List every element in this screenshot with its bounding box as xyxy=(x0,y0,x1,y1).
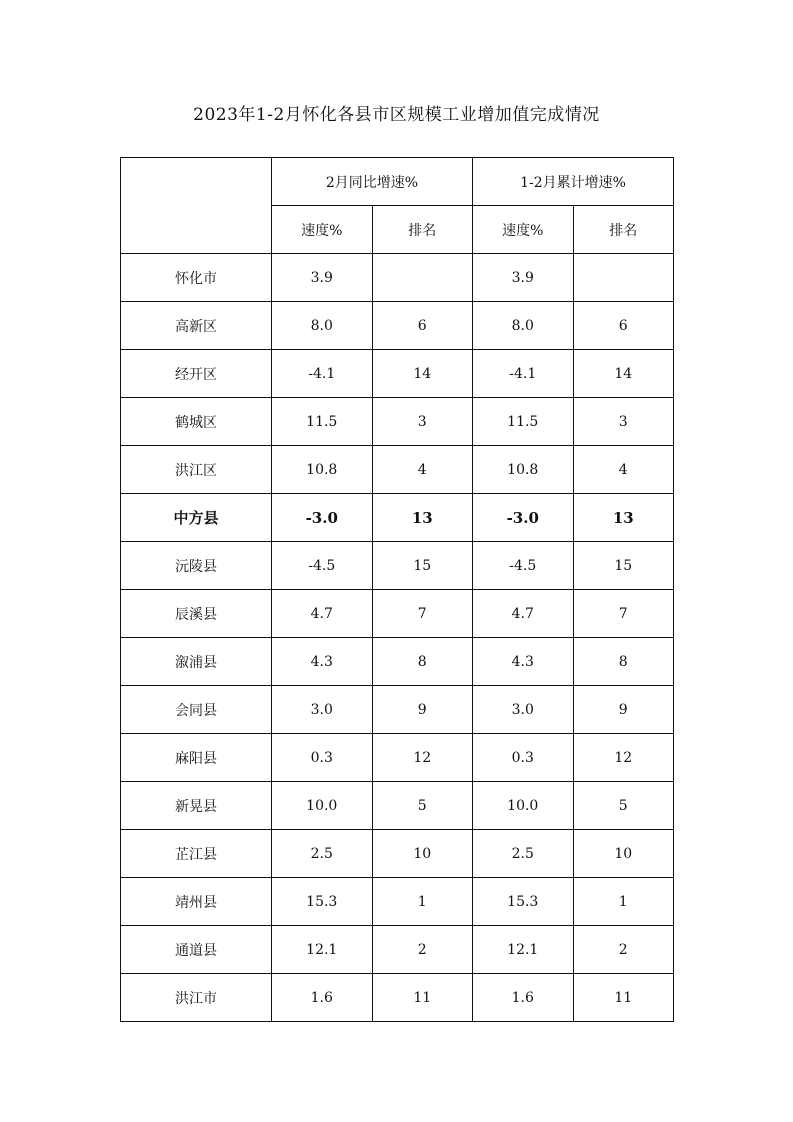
feb-speed-cell: 0.3 xyxy=(272,734,373,782)
feb-speed-cell: 4.7 xyxy=(272,590,373,638)
cum-speed-cell: 10.0 xyxy=(473,782,574,830)
monthly-speed-header: 速度% xyxy=(272,206,373,254)
table-body xyxy=(121,254,674,1022)
table-row xyxy=(121,590,674,638)
feb-speed-cell: 1.6 xyxy=(272,974,373,1022)
feb-rank-cell: 3 xyxy=(372,398,473,446)
region-cell: 洪江区 xyxy=(121,446,272,494)
feb-rank-cell: 13 xyxy=(372,494,473,542)
feb-speed-cell: 10.0 xyxy=(272,782,373,830)
cum-rank-cell: 14 xyxy=(573,350,674,398)
feb-rank-cell: 6 xyxy=(372,302,473,350)
table-row xyxy=(121,494,674,542)
feb-speed-cell: -4.1 xyxy=(272,350,373,398)
cum-speed-cell: -3.0 xyxy=(473,494,574,542)
region-cell: 鹤城区 xyxy=(121,398,272,446)
table-row xyxy=(121,398,674,446)
region-header-cell xyxy=(121,158,272,254)
region-cell: 洪江市 xyxy=(121,974,272,1022)
cum-speed-cell: 4.7 xyxy=(473,590,574,638)
cum-rank-cell: 3 xyxy=(573,398,674,446)
monthly-rank-header: 排名 xyxy=(372,206,473,254)
feb-rank-cell: 7 xyxy=(372,590,473,638)
cum-rank-cell: 9 xyxy=(573,686,674,734)
region-cell: 会同县 xyxy=(121,686,272,734)
feb-speed-cell: 15.3 xyxy=(272,878,373,926)
cum-rank-cell: 8 xyxy=(573,638,674,686)
cum-rank-cell: 10 xyxy=(573,830,674,878)
feb-speed-cell: -4.5 xyxy=(272,542,373,590)
region-cell: 沅陵县 xyxy=(121,542,272,590)
region-cell: 中方县 xyxy=(121,494,272,542)
cumulative-rank-header: 排名 xyxy=(573,206,674,254)
region-cell: 麻阳县 xyxy=(121,734,272,782)
cum-speed-cell: -4.1 xyxy=(473,350,574,398)
table-row xyxy=(121,734,674,782)
cumulative-growth-header: 1-2月累计增速% xyxy=(473,158,674,206)
feb-rank-cell: 15 xyxy=(372,542,473,590)
cum-rank-cell xyxy=(573,254,674,302)
cum-speed-cell: 8.0 xyxy=(473,302,574,350)
cum-speed-cell: 12.1 xyxy=(473,926,574,974)
feb-rank-cell: 12 xyxy=(372,734,473,782)
cum-rank-cell: 13 xyxy=(573,494,674,542)
feb-speed-cell: 4.3 xyxy=(272,638,373,686)
document-title: 2023年1-2月怀化各县市区规模工业增加值完成情况 xyxy=(193,105,600,125)
cum-rank-cell: 7 xyxy=(573,590,674,638)
cum-rank-cell: 2 xyxy=(573,926,674,974)
feb-speed-cell: 3.9 xyxy=(272,254,373,302)
monthly-growth-header: 2月同比增速% xyxy=(272,158,473,206)
cum-speed-cell: 10.8 xyxy=(473,446,574,494)
cum-speed-cell: 2.5 xyxy=(473,830,574,878)
cum-speed-cell: 3.9 xyxy=(473,254,574,302)
feb-rank-cell: 14 xyxy=(372,350,473,398)
region-cell: 辰溪县 xyxy=(121,590,272,638)
region-cell: 芷江县 xyxy=(121,830,272,878)
region-cell: 溆浦县 xyxy=(121,638,272,686)
feb-speed-cell: 2.5 xyxy=(272,830,373,878)
table-row xyxy=(121,926,674,974)
feb-rank-cell xyxy=(372,254,473,302)
feb-rank-cell: 1 xyxy=(372,878,473,926)
feb-speed-cell: 10.8 xyxy=(272,446,373,494)
table-row xyxy=(121,302,674,350)
table-row xyxy=(121,542,674,590)
region-cell: 靖州县 xyxy=(121,878,272,926)
table-row xyxy=(121,638,674,686)
feb-speed-cell: -3.0 xyxy=(272,494,373,542)
feb-rank-cell: 10 xyxy=(372,830,473,878)
header-row-groups xyxy=(121,158,674,206)
cum-speed-cell: 4.3 xyxy=(473,638,574,686)
feb-rank-cell: 11 xyxy=(372,974,473,1022)
cum-rank-cell: 15 xyxy=(573,542,674,590)
feb-rank-cell: 5 xyxy=(372,782,473,830)
industrial-growth-table xyxy=(120,157,674,1022)
table-row xyxy=(121,974,674,1022)
table-row xyxy=(121,254,674,302)
table-row xyxy=(121,446,674,494)
feb-rank-cell: 2 xyxy=(372,926,473,974)
feb-rank-cell: 4 xyxy=(372,446,473,494)
table-row xyxy=(121,350,674,398)
cum-speed-cell: 15.3 xyxy=(473,878,574,926)
feb-rank-cell: 8 xyxy=(372,638,473,686)
feb-speed-cell: 8.0 xyxy=(272,302,373,350)
cum-rank-cell: 1 xyxy=(573,878,674,926)
table-row xyxy=(121,830,674,878)
feb-speed-cell: 12.1 xyxy=(272,926,373,974)
feb-rank-cell: 9 xyxy=(372,686,473,734)
cumulative-speed-header: 速度% xyxy=(473,206,574,254)
feb-speed-cell: 3.0 xyxy=(272,686,373,734)
table-row xyxy=(121,686,674,734)
table-row xyxy=(121,878,674,926)
cum-speed-cell: 3.0 xyxy=(473,686,574,734)
region-cell: 高新区 xyxy=(121,302,272,350)
cum-rank-cell: 6 xyxy=(573,302,674,350)
table-row xyxy=(121,782,674,830)
region-cell: 怀化市 xyxy=(121,254,272,302)
cum-speed-cell: -4.5 xyxy=(473,542,574,590)
cum-speed-cell: 11.5 xyxy=(473,398,574,446)
cum-speed-cell: 0.3 xyxy=(473,734,574,782)
cum-rank-cell: 12 xyxy=(573,734,674,782)
region-cell: 通道县 xyxy=(121,926,272,974)
cum-rank-cell: 4 xyxy=(573,446,674,494)
region-cell: 经开区 xyxy=(121,350,272,398)
cum-rank-cell: 11 xyxy=(573,974,674,1022)
cum-rank-cell: 5 xyxy=(573,782,674,830)
feb-speed-cell: 11.5 xyxy=(272,398,373,446)
cum-speed-cell: 1.6 xyxy=(473,974,574,1022)
region-cell: 新晃县 xyxy=(121,782,272,830)
